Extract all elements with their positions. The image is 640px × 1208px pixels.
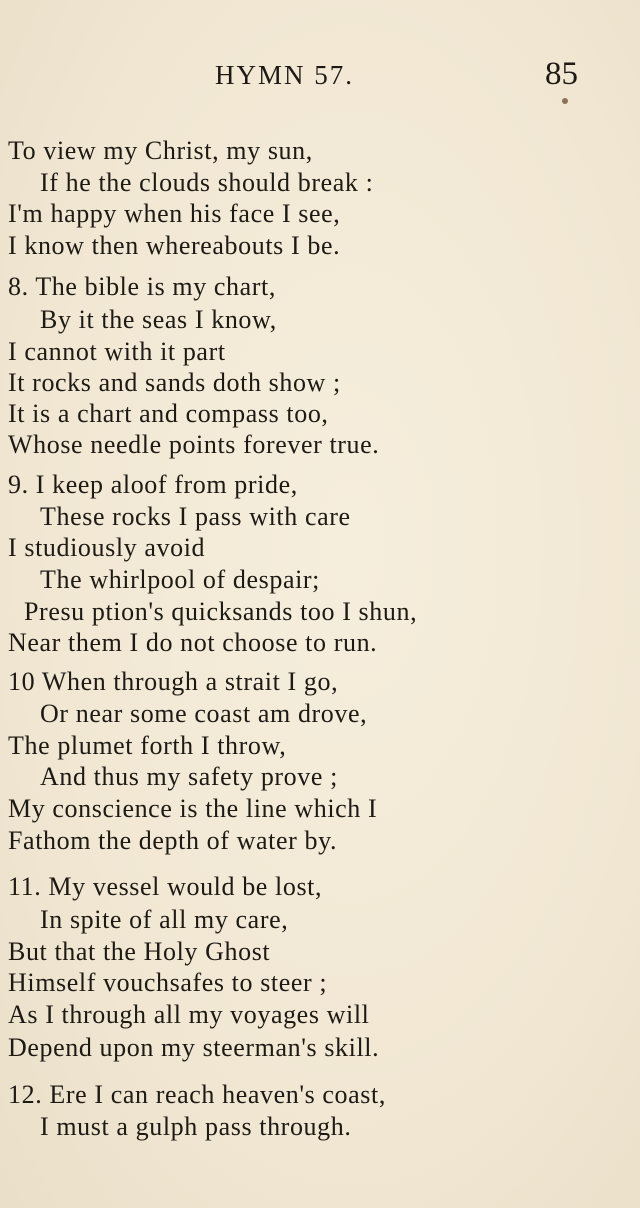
verse-line: By it the seas I know, — [40, 305, 277, 334]
verse-line: As I through all my voyages will — [8, 1000, 370, 1029]
verse-line: It rocks and sands doth show ; — [8, 368, 341, 397]
verse-line: Fathom the depth of water by. — [8, 826, 338, 855]
page-number: 85 — [545, 56, 578, 92]
verse-line: My conscience is the line which I — [8, 794, 378, 823]
verse-line: 11. My vessel would be lost, — [8, 872, 323, 901]
verse-line: It is a chart and compass too, — [8, 399, 329, 428]
verse-line: The whirlpool of despair; — [40, 565, 320, 594]
verse-line: 10 When through a strait I go, — [8, 667, 339, 696]
ink-speck — [562, 98, 568, 104]
verse-line: I must a gulph pass through. — [40, 1112, 352, 1141]
verse-line: Near them I do not choose to run. — [8, 628, 378, 657]
verse-line: 9. I keep aloof from pride, — [8, 470, 298, 499]
verse-line: I know then whereabouts I be. — [8, 231, 341, 260]
verse-line: 8. The bible is my chart, — [8, 272, 276, 301]
verse-line: If he the clouds should break : — [40, 168, 374, 197]
verse-line: Himself vouchsafes to steer ; — [8, 968, 328, 997]
verse-line: Or near some coast am drove, — [40, 699, 368, 728]
verse-line: Depend upon my steerman's skill. — [8, 1033, 380, 1062]
verse-line: I studiously avoid — [8, 533, 206, 562]
verse-line: In spite of all my care, — [40, 905, 289, 934]
verse-line: I cannot with it part — [8, 337, 226, 366]
verse-line: The plumet forth I throw, — [8, 731, 287, 760]
verse-line: These rocks I pass with care — [40, 502, 351, 531]
verse-line: 12. Ere I can reach heaven's coast, — [8, 1080, 386, 1109]
verse-line: And thus my safety prove ; — [40, 762, 338, 791]
verse-line: Whose needle points forever true. — [8, 430, 380, 459]
verse-line: I'm happy when his face I see, — [8, 199, 341, 228]
page-header-title: HYMN 57. — [215, 60, 355, 90]
verse-line: Presu ption's quicksands too I shun, — [24, 597, 418, 626]
verse-line: But that the Holy Ghost — [8, 937, 271, 966]
verse-line: To view my Christ, my sun, — [8, 136, 313, 165]
